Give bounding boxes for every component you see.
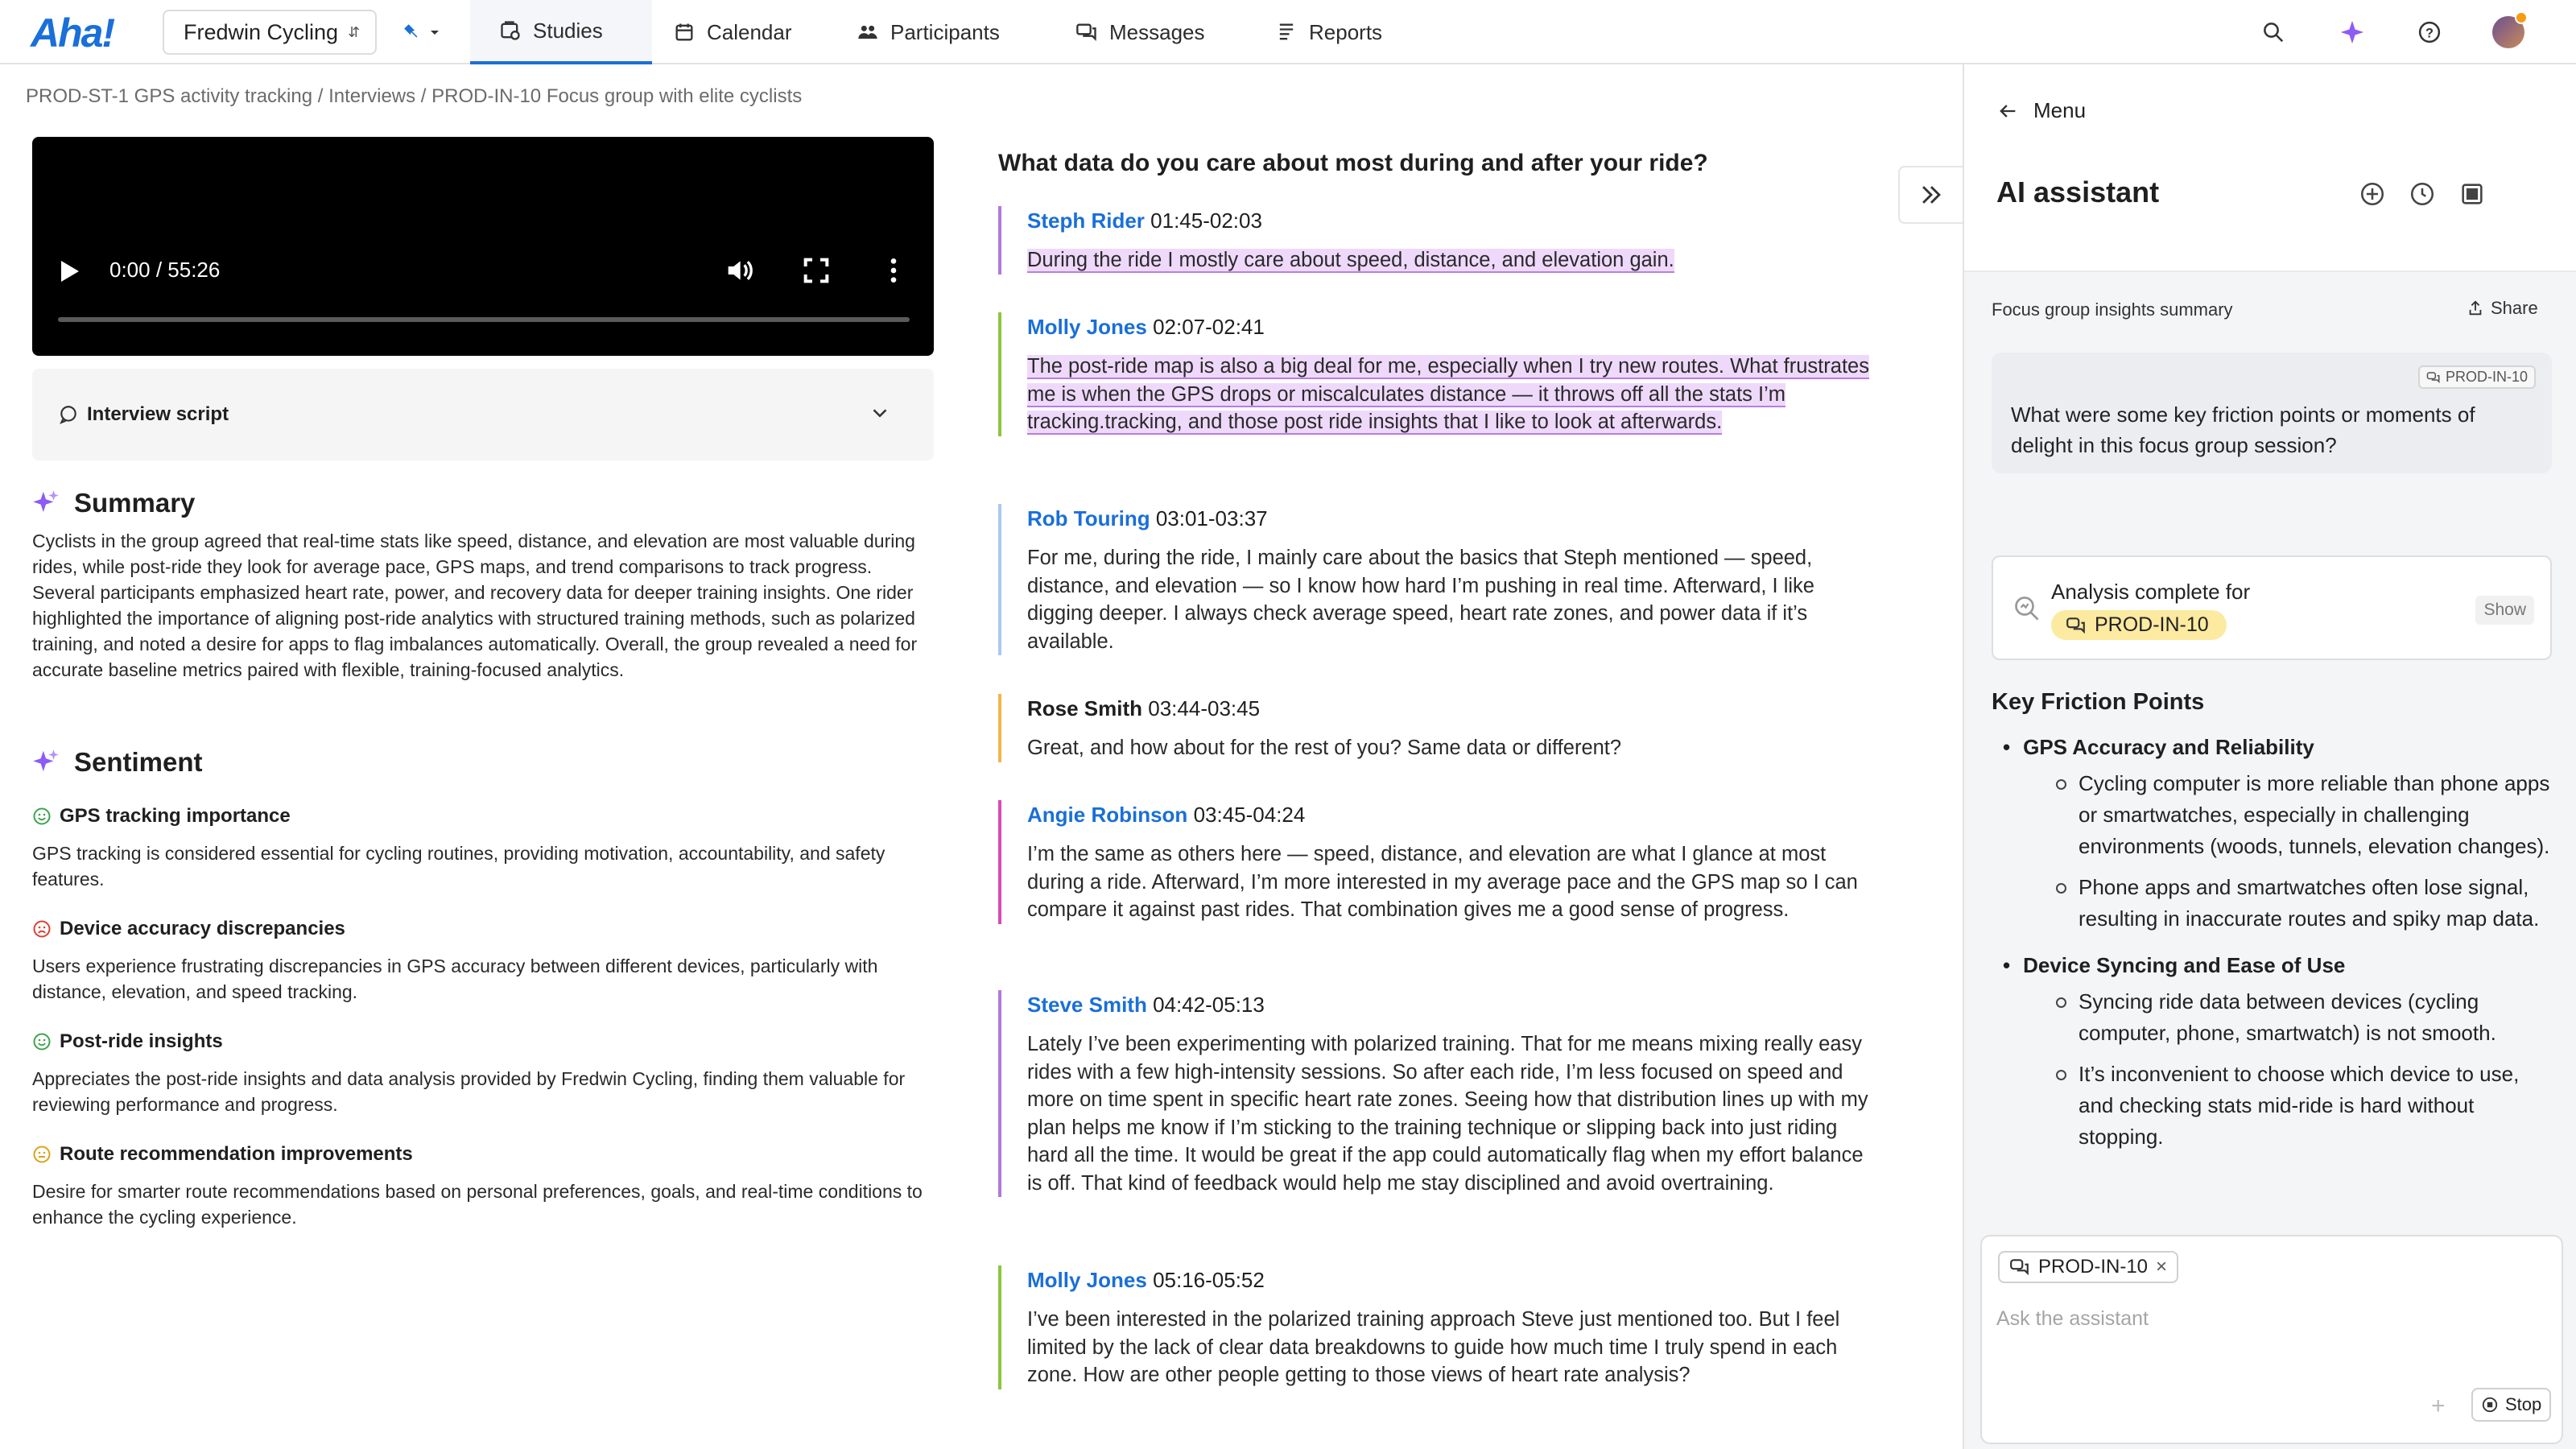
analysis-record-label: PROD-IN-10: [2095, 613, 2209, 636]
participants-icon: [857, 21, 879, 43]
aha-logo[interactable]: Aha!: [31, 10, 114, 56]
transcript-text: Lately I’ve been experimenting with polarized training. That for me means mixing really easy rides with a few high-intensity sessions. So after each ride, I’m less focused on speed and more on time spent in specific heart rate zones. Seeing how that distribution lines up with my plan helps me know if I’m sticking to the training technique or slipping back into just riding hard all the time. It would be great if the app could automatically flag when my effort balance is off. That kind of feedback would help me stay disciplined and avoid overtraining.: [1027, 1033, 1868, 1195]
sparkle-icon: [31, 488, 61, 518]
share-label: Share: [2491, 298, 2538, 318]
history-icon[interactable]: [2409, 180, 2436, 208]
frown-icon: [32, 919, 52, 939]
play-icon[interactable]: [61, 261, 79, 282]
highlighted-text[interactable]: During the ride I mostly care about speed, distance, and elevation gain.: [1027, 249, 1674, 271]
arrow-left-icon: [1996, 100, 2019, 122]
transcript-text: For me, during the ride, I mainly care about the basics that Steph mentioned — speed, distance, and elevation — so I know how hard I’m pushing in real time. Afterward, I like digging deeper. I always check average speed, heart rate zones, and power data if it’s available.: [1027, 547, 1814, 653]
close-icon[interactable]: ×: [2156, 1256, 2168, 1278]
panel-layout-icon[interactable]: [2458, 180, 2486, 208]
sentiment-item-text: Appreciates the post-ride insights and data analysis provided by Fredwin Cycling, finding them valuable for reviewing performance and progress.: [32, 1068, 906, 1115]
timestamp[interactable]: 02:07-02:41: [1153, 315, 1265, 339]
collapse-panel-button[interactable]: [1898, 166, 1963, 224]
interview-script-toggle[interactable]: [32, 369, 934, 460]
breadcrumb[interactable]: PROD-ST-1 GPS activity tracking / Interviews / PROD-IN-10 Focus group with elite cyclists: [26, 85, 803, 107]
timestamp[interactable]: 05:16-05:52: [1153, 1268, 1265, 1292]
svg-text:?: ?: [2425, 26, 2434, 41]
sentiment-item-title: Device accuracy discrepancies: [60, 918, 345, 939]
timestamp[interactable]: 03:44-03:45: [1148, 696, 1261, 720]
summary-text: Cyclists in the group agreed that real-time stats like speed, distance, and elevation are most valuable during rides, while post-ride they look for average pace, GPS maps, and trend comparisons to track progress. Several participants emphasized heart rate, power, and recovery data for deeper training insights. One rider highlighted the importance of aligning post-ride analytics with structured training methods, such as polarized training, and noted a desire for apps to flag imbalances automatically. Overall, the group revealed a need for accurate baseline metrics paired with flexible, training-focused analytics.: [32, 530, 918, 680]
tab-label: Calendar: [707, 19, 792, 44]
menu-label: Menu: [2033, 98, 2087, 122]
analysis-status-text: Analysis complete for: [2051, 580, 2251, 604]
transcript-entry[interactable]: [998, 206, 1876, 275]
workspace-name: Fredwin Cycling: [184, 19, 339, 44]
transcript-entry[interactable]: [998, 504, 1876, 655]
speaker-name[interactable]: Steph Rider: [1027, 208, 1145, 233]
friction-points-list: [1992, 726, 2555, 1294]
transcript-entry[interactable]: [998, 694, 1876, 762]
chat-bubbles-icon: [2426, 370, 2441, 385]
sparkle-icon: [31, 747, 61, 778]
video-progress-bar[interactable]: [58, 317, 910, 322]
assistant-composer: [1980, 1235, 2563, 1444]
analysis-search-icon: [2013, 594, 2041, 623]
transcript-text: I’m the same as others here — speed, distance, and elevation are what I glance at most during a ride. Afterward, I’m more interested in my average pace and the GPS map so I can compare it against past rides. That combination gives me a good sense of progress.: [1027, 843, 1858, 921]
studies-icon: [499, 19, 522, 42]
transcript-text: Great, and how about for the rest of you? Same data or different?: [1027, 737, 1622, 759]
pin-icon: [402, 22, 423, 43]
assistant-input[interactable]: [1996, 1301, 2544, 1336]
stop-button[interactable]: [2471, 1388, 2551, 1422]
panel-header: [1964, 64, 2576, 272]
friction-point: Syncing ride data between devices (cycling computer, phone, smartwatch) is not smooth.: [2056, 986, 2555, 1049]
top-navigation: [0, 0, 2576, 64]
menu-back-link[interactable]: [1996, 98, 2086, 123]
smile-icon: [32, 1032, 52, 1051]
transcript-entry[interactable]: [998, 800, 1876, 924]
show-button[interactable]: Show: [2475, 596, 2534, 625]
search-icon: [2261, 20, 2285, 44]
sentiment-heading: [31, 747, 203, 778]
context-chip[interactable]: [1998, 1251, 2178, 1283]
search-button[interactable]: [2259, 18, 2288, 47]
fullscreen-icon[interactable]: [800, 254, 832, 287]
sparkle-icon: [2339, 19, 2366, 46]
ai-sparkle-button[interactable]: [2338, 18, 2367, 47]
friction-point: It’s inconvenient to choose which device to use, and checking stats mid-ride is hard without stopping.: [2056, 1059, 2555, 1153]
transcript-question: What data do you care about most during and after your ride?: [998, 150, 1708, 176]
speaker-name: Rose Smith: [1027, 696, 1143, 720]
notification-dot: [2515, 11, 2528, 24]
chat-bubbles-icon: [2066, 615, 2087, 636]
record-reference-label: PROD-IN-10: [2445, 369, 2528, 385]
tab-reports[interactable]: [1275, 0, 1382, 64]
sentiment-item: [32, 805, 942, 892]
tab-label: Participants: [890, 19, 1000, 44]
speaker-name[interactable]: Rob Touring: [1027, 506, 1150, 530]
timestamp[interactable]: 03:45-04:24: [1193, 803, 1306, 827]
volume-icon[interactable]: [723, 254, 755, 287]
sentiment-item: [32, 1143, 942, 1230]
speaker-name[interactable]: Molly Jones: [1027, 1268, 1147, 1292]
tab-participants[interactable]: [857, 0, 1000, 64]
comment-icon: [58, 404, 79, 425]
workspace-selector[interactable]: [163, 10, 377, 55]
video-player[interactable]: [32, 137, 934, 356]
tab-label: Reports: [1309, 19, 1383, 44]
add-attachment-icon[interactable]: +: [2431, 1393, 2446, 1419]
smile-icon: [32, 807, 52, 826]
ai-assistant-panel: [1963, 64, 2576, 1449]
friction-point: Cycling computer is more reliable than phone apps or smartwatches, especially in challenging environments (woods, tunnels, elevation changes).: [2056, 768, 2555, 862]
transcript-text: I’ve been interested in the polarized training approach Steve just mentioned too. But I feel limited by the lack of clear data breakdowns to guide how much time I truly spend in each zone. How are other people getting to those views of heart rate analysis?: [1027, 1308, 1840, 1386]
friction-group-title: • Device Syncing and Ease of Use: [2003, 944, 2555, 986]
record-reference-badge[interactable]: [2418, 365, 2536, 389]
chat-name: Focus group insights summary: [1992, 299, 2233, 320]
transcript-entry[interactable]: [998, 1265, 1876, 1389]
timestamp[interactable]: 03:01-03:37: [1155, 506, 1268, 530]
tab-label: Studies: [533, 18, 603, 43]
analysis-record-pill[interactable]: [2051, 610, 2227, 640]
sentiment-item-title: GPS tracking importance: [60, 805, 291, 827]
user-question: What were some key friction points or moments of delight in this focus group session?: [2011, 402, 2475, 457]
double-chevron-right-icon: [1918, 181, 1945, 208]
speaker-name[interactable]: Angie Robinson: [1027, 803, 1188, 827]
summary-title: Summary: [74, 488, 196, 518]
user-message: [1992, 353, 2552, 473]
transcript-entry[interactable]: [998, 312, 1876, 436]
stop-icon: [2481, 1396, 2499, 1414]
messages-icon: [1075, 21, 1098, 43]
tab-label: Messages: [1109, 19, 1205, 44]
neutral-face-icon: [32, 1145, 52, 1164]
analysis-status-card: [1992, 555, 2552, 660]
sentiment-item-text: GPS tracking is considered essential for cycling routines, providing motivation, accountability, and safety features.: [32, 843, 886, 890]
tab-messages[interactable]: [1075, 0, 1205, 64]
add-chat-icon[interactable]: [2359, 180, 2386, 208]
reports-icon: [1275, 21, 1298, 43]
speaker-name[interactable]: Steve Smith: [1027, 993, 1147, 1017]
share-button[interactable]: [2467, 298, 2538, 319]
transcript-entry[interactable]: [998, 990, 1876, 1197]
sort-arrows-icon: ⇵: [348, 24, 361, 40]
help-button[interactable]: [2415, 18, 2444, 47]
ai-assistant-title: AI assistant: [1996, 175, 2160, 208]
tab-calendar[interactable]: [673, 0, 792, 64]
chevron-down-icon: [428, 26, 441, 39]
sentiment-item: [32, 1030, 942, 1117]
key-friction-points-heading: Key Friction Points: [1992, 689, 2205, 715]
sentiment-item-title: Post-ride insights: [60, 1030, 223, 1052]
interview-script-label: Interview script: [87, 403, 229, 425]
context-chip-label: PROD-IN-10: [2038, 1256, 2149, 1278]
sentiment-title: Sentiment: [74, 747, 203, 777]
help-icon: [2417, 20, 2442, 44]
sentiment-item-text: Desire for smarter route recommendations based on personal preferences, goals, and real-time conditions to enhance the cycling experience.: [32, 1181, 923, 1228]
timestamp[interactable]: 04:42-05:13: [1153, 993, 1265, 1017]
sentiment-item-text: Users experience frustrating discrepancies in GPS accuracy between different devices, particularly with distance, elevation, and speed tracking.: [32, 956, 878, 1002]
tab-studies[interactable]: [470, 0, 652, 64]
chevron-down-icon: [868, 401, 892, 425]
summary-heading: [31, 488, 195, 518]
sentiment-item: [32, 918, 942, 1005]
friction-group-title: • GPS Accuracy and Reliability: [2003, 726, 2555, 768]
friction-point: Phone apps and smartwatches often lose signal, resulting in inaccurate routes and spiky map data.: [2056, 872, 2555, 935]
timestamp[interactable]: 01:45-02:03: [1150, 208, 1262, 233]
calendar-icon: [673, 21, 696, 43]
share-icon: [2467, 299, 2484, 317]
quick-actions-button[interactable]: [398, 16, 446, 48]
more-vertical-icon[interactable]: [877, 254, 910, 287]
highlighted-text[interactable]: The post-ride map is also a big deal for me, especially when I try new routes. What frustrates me is when the GPS drops or miscalculates distance — it throws off all the stats I’m tracking.tracking, and those post ride insights that I like to look at afterwards.: [1027, 355, 1869, 433]
chat-bubbles-icon: [2009, 1257, 2030, 1278]
stop-label: Stop: [2505, 1394, 2542, 1414]
video-time: 0:00 / 55:26: [109, 258, 221, 282]
speaker-name[interactable]: Molly Jones: [1027, 315, 1147, 339]
sentiment-item-title: Route recommendation improvements: [60, 1143, 413, 1165]
